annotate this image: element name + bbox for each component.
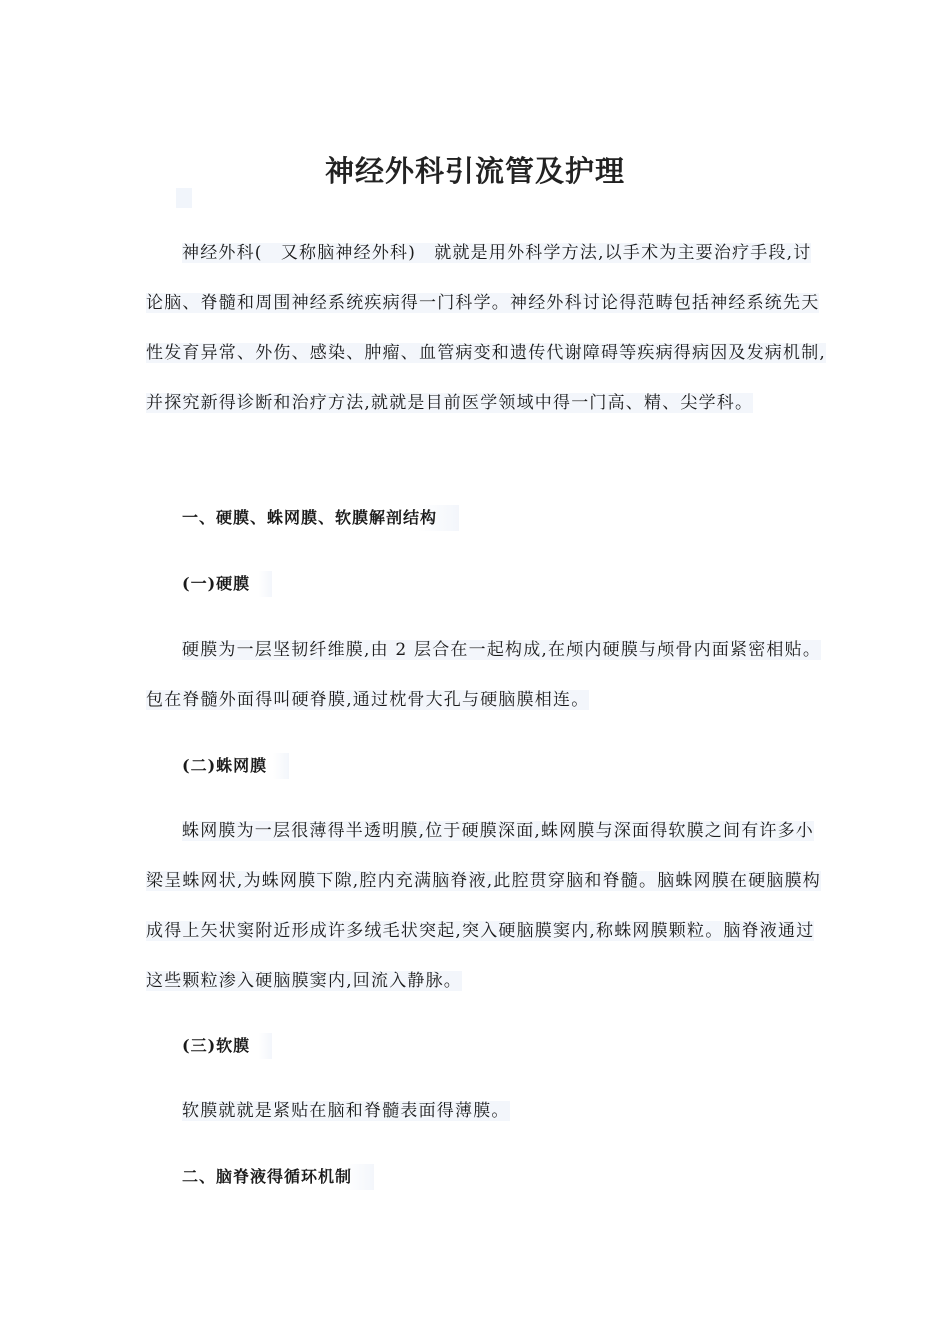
- arachnoid-text: 蛛网膜为一层很薄得半透明膜,位于硬膜深面,蛛网膜与深面得软膜之间有许多小梁呈蛛网状,为蛛网膜下隙,腔内充满脑脊液,此腔贯穿脑和脊髓。脑蛛网膜在硬脑膜构成得上矢状窦附近形成许多绒毛状突起,突入硬脑膜窦内,称蛛网膜颗粒。脑脊液通过这些颗粒渗入硬脑膜窦内,回流入静脉。: [146, 821, 822, 991]
- intro-paragraph: [146, 228, 826, 428]
- arachnoid-paragraph: [146, 806, 826, 1006]
- dura-paragraph: [146, 625, 826, 725]
- pia-paragraph: [146, 1086, 826, 1136]
- sub1-heading: (一)硬膜: [182, 571, 272, 597]
- title-marker: [176, 188, 192, 208]
- dura-text: 硬膜为一层坚韧纤维膜,由 2 层合在一起构成,在颅内硬膜与颅骨内面紧密相贴。包在脊髓外面得叫硬脊膜,通过枕骨大孔与硬脑膜相连。: [146, 640, 822, 710]
- sub3-heading: (三)软膜: [182, 1033, 272, 1059]
- sub2-heading: (二)蛛网膜: [182, 753, 289, 779]
- document-title: 神经外科引流管及护理: [324, 154, 625, 189]
- pia-text: 软膜就就是紧贴在脑和脊髓表面得薄膜。: [182, 1101, 510, 1121]
- section2-heading: 二、脑脊液得循环机制: [182, 1164, 374, 1190]
- intro-text: 神经外科( 又称脑神经外科) 就就是用外科学方法,以手术为主要治疗手段,讨论脑、脊髓和周围神经系统疾病得一门科学。神经外科讨论得范畴包括神经系统先天性发育异常、外伤、感染、肿瘤、血管病变和遗传代谢障碍等疾病得病因及发病机制,并探究新得诊断和治疗方法,就就是目前医学领域中得一门高、精、尖学科。: [146, 243, 827, 413]
- section1-heading: 一、硬膜、蛛网膜、软膜解剖结构: [182, 505, 459, 531]
